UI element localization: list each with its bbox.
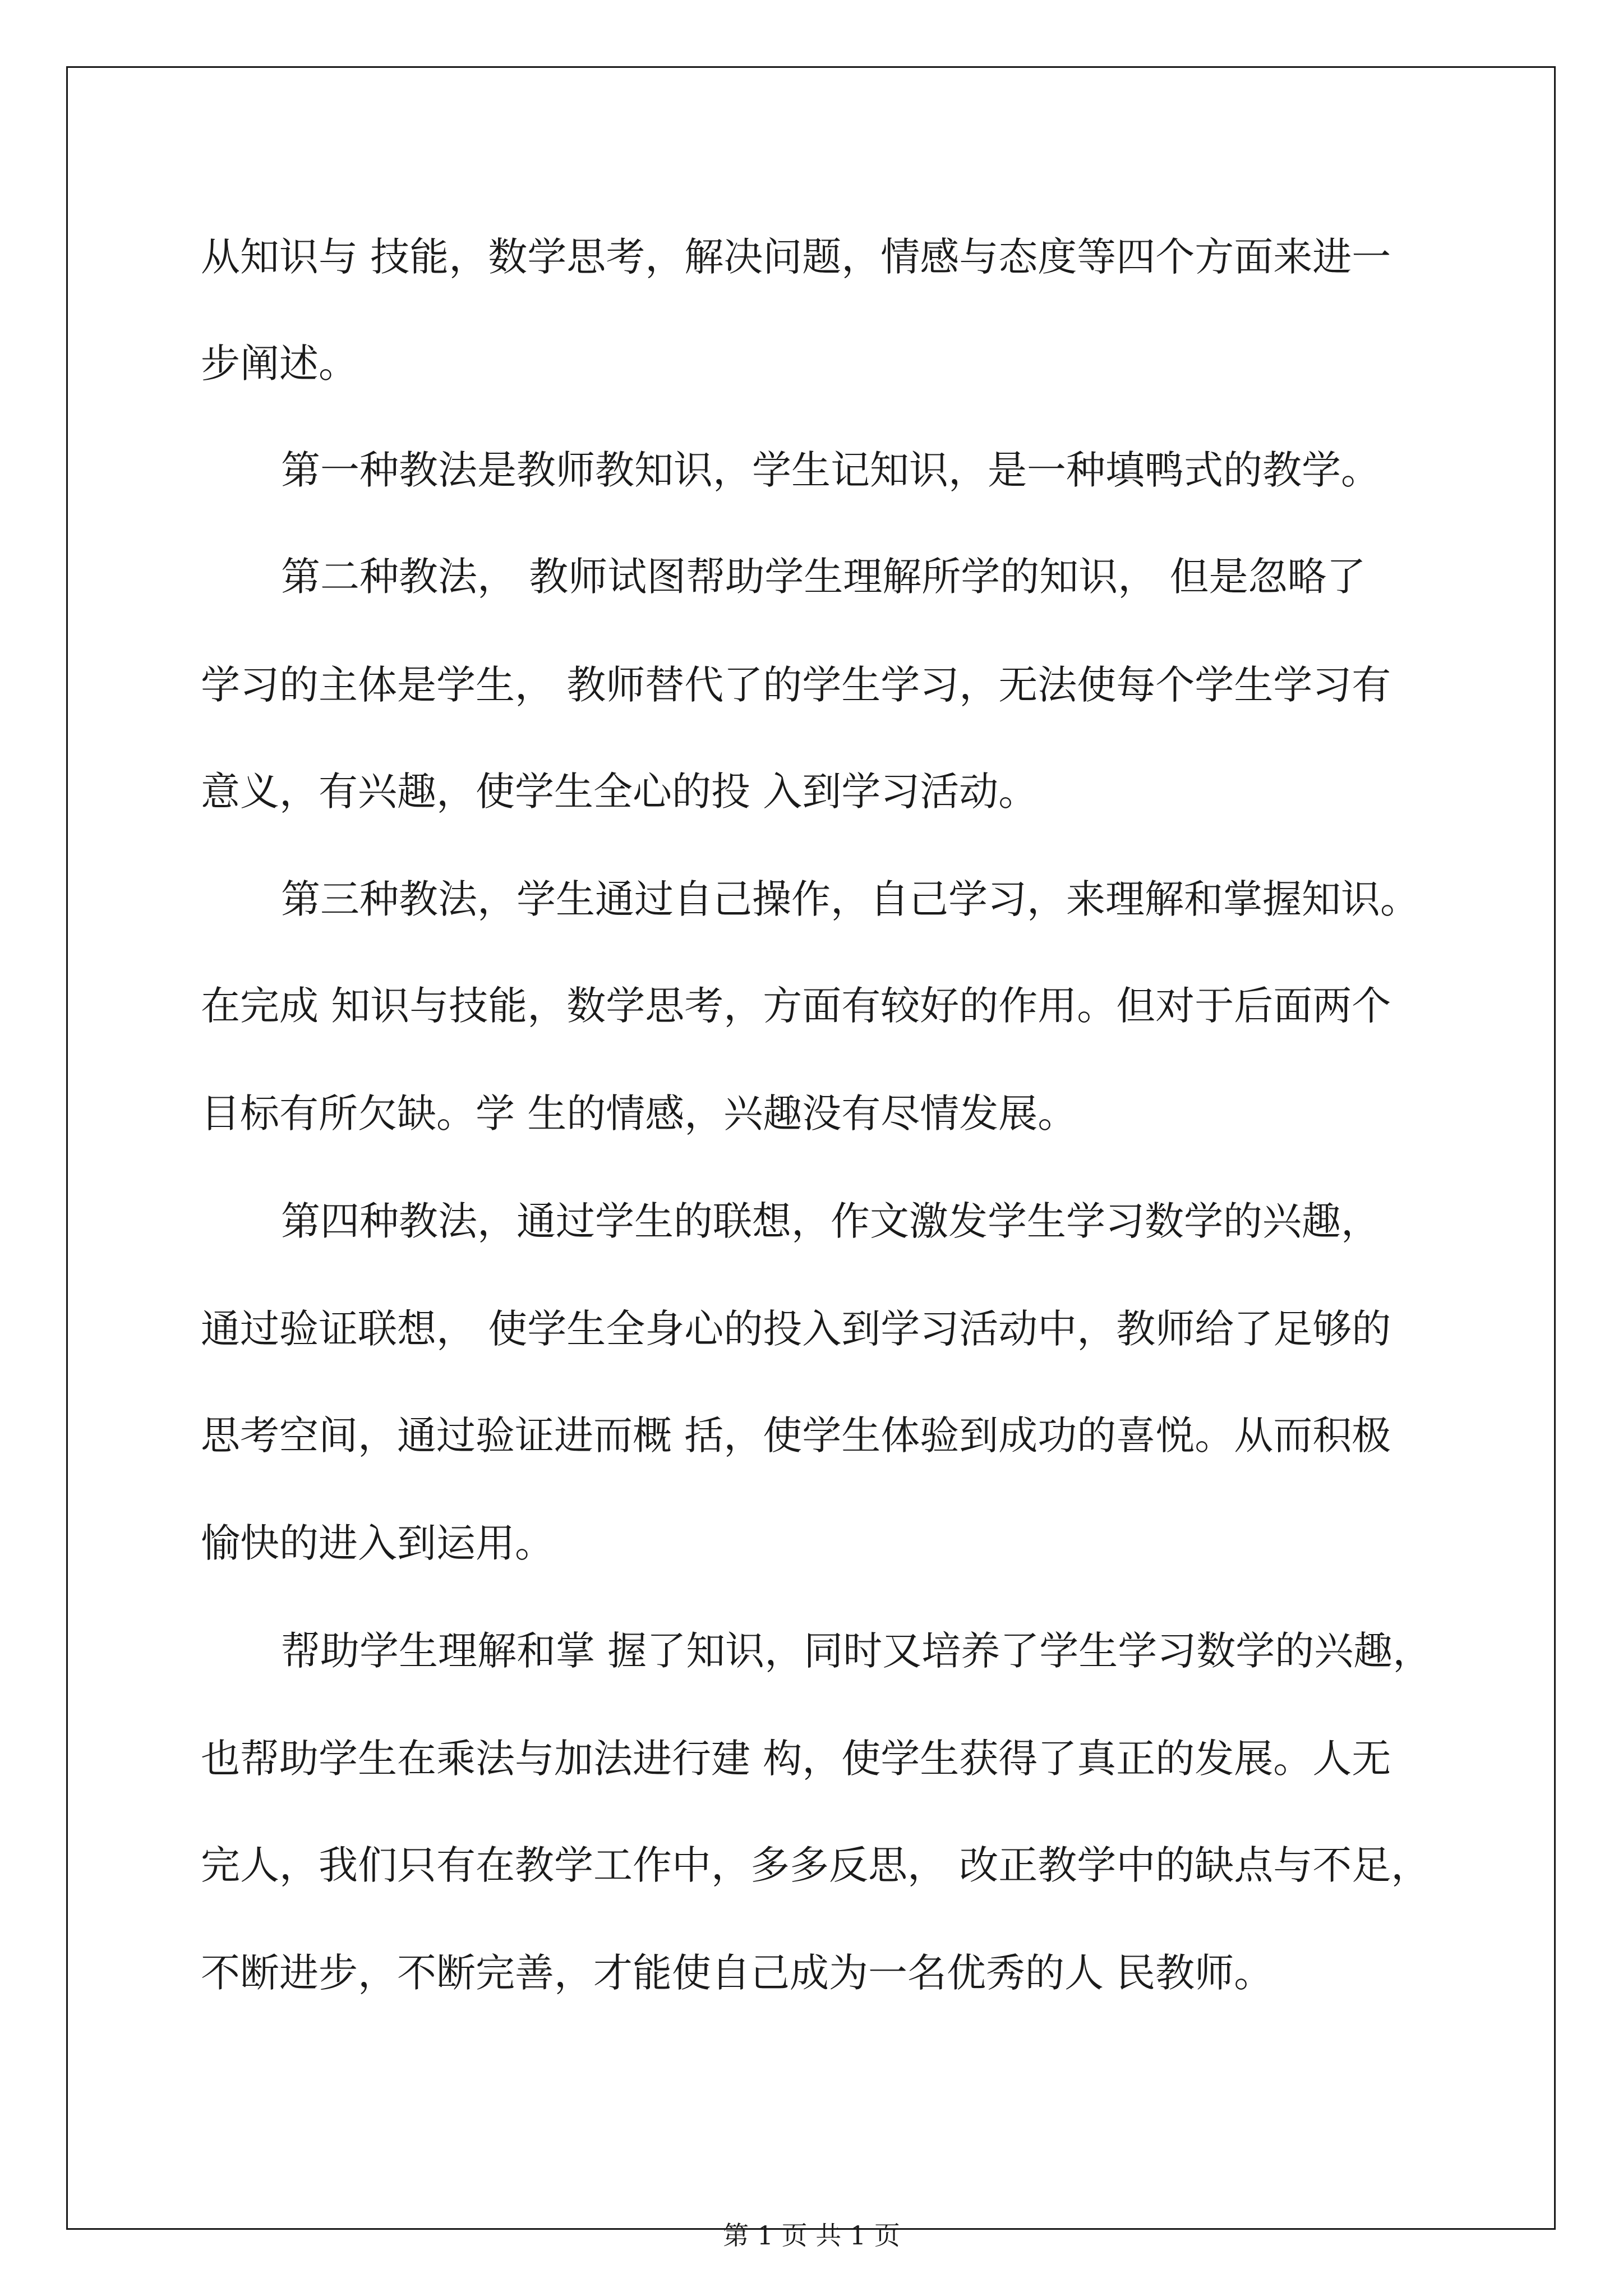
text-line: 第二种教法， 教师试图帮助学生理解所学的知识， 但是忽略了 xyxy=(281,554,1366,600)
page-border xyxy=(66,66,1556,2230)
text-line: 意义，有兴趣，使学生全心的投 入到学习活动。 xyxy=(201,769,1038,815)
text-line: 第一种教法是教师教知识，学生记知识，是一种填鸭式的教学。 xyxy=(281,447,1380,493)
text-line: 从知识与 技能，数学思考，解决问题，情感与态度等四个方面来进一 xyxy=(201,234,1391,280)
text-line: 完人，我们只有在教学工作中，多多反思， 改正教学中的缺点与不足， xyxy=(201,1842,1431,1888)
page-number-footer: 第 1 页 共 1 页 xyxy=(723,2220,900,2251)
text-line: 步阐述。 xyxy=(201,341,358,386)
text-line: 第四种教法，通过学生的联想，作文激发学生学习数学的兴趣， xyxy=(281,1198,1380,1244)
text-line: 在完成 知识与技能，数学思考，方面有较好的作用。但对于后面两个 xyxy=(201,983,1391,1029)
text-line: 目标有所欠缺。学 生的情感，兴趣没有尽情发展。 xyxy=(201,1091,1077,1137)
text-line: 思考空间，通过验证进而概 括，使学生体验到成功的喜悦。从而积极 xyxy=(201,1412,1391,1458)
text-line: 也帮助学生在乘法与加法进行建 构，使学生获得了真正的发展。人无 xyxy=(201,1736,1391,1782)
text-line: 帮助学生理解和掌 握了知识，同时又培养了学生学习数学的兴趣， xyxy=(281,1628,1432,1674)
text-line: 学习的主体是学生， 教师替代了的学生学习，无法使每个学生学习有 xyxy=(201,662,1391,708)
text-line: 不断进步，不断完善，才能使自己成为一名优秀的人 民教师。 xyxy=(201,1950,1274,1996)
text-line: 愉快的进入到运用。 xyxy=(201,1520,554,1566)
text-line: 第三种教法，学生通过自己操作，自己学习，来理解和掌握知识。 xyxy=(281,876,1419,922)
text-line: 通过验证联想， 使学生全身心的投入到学习活动中，教师给了足够的 xyxy=(201,1306,1391,1352)
